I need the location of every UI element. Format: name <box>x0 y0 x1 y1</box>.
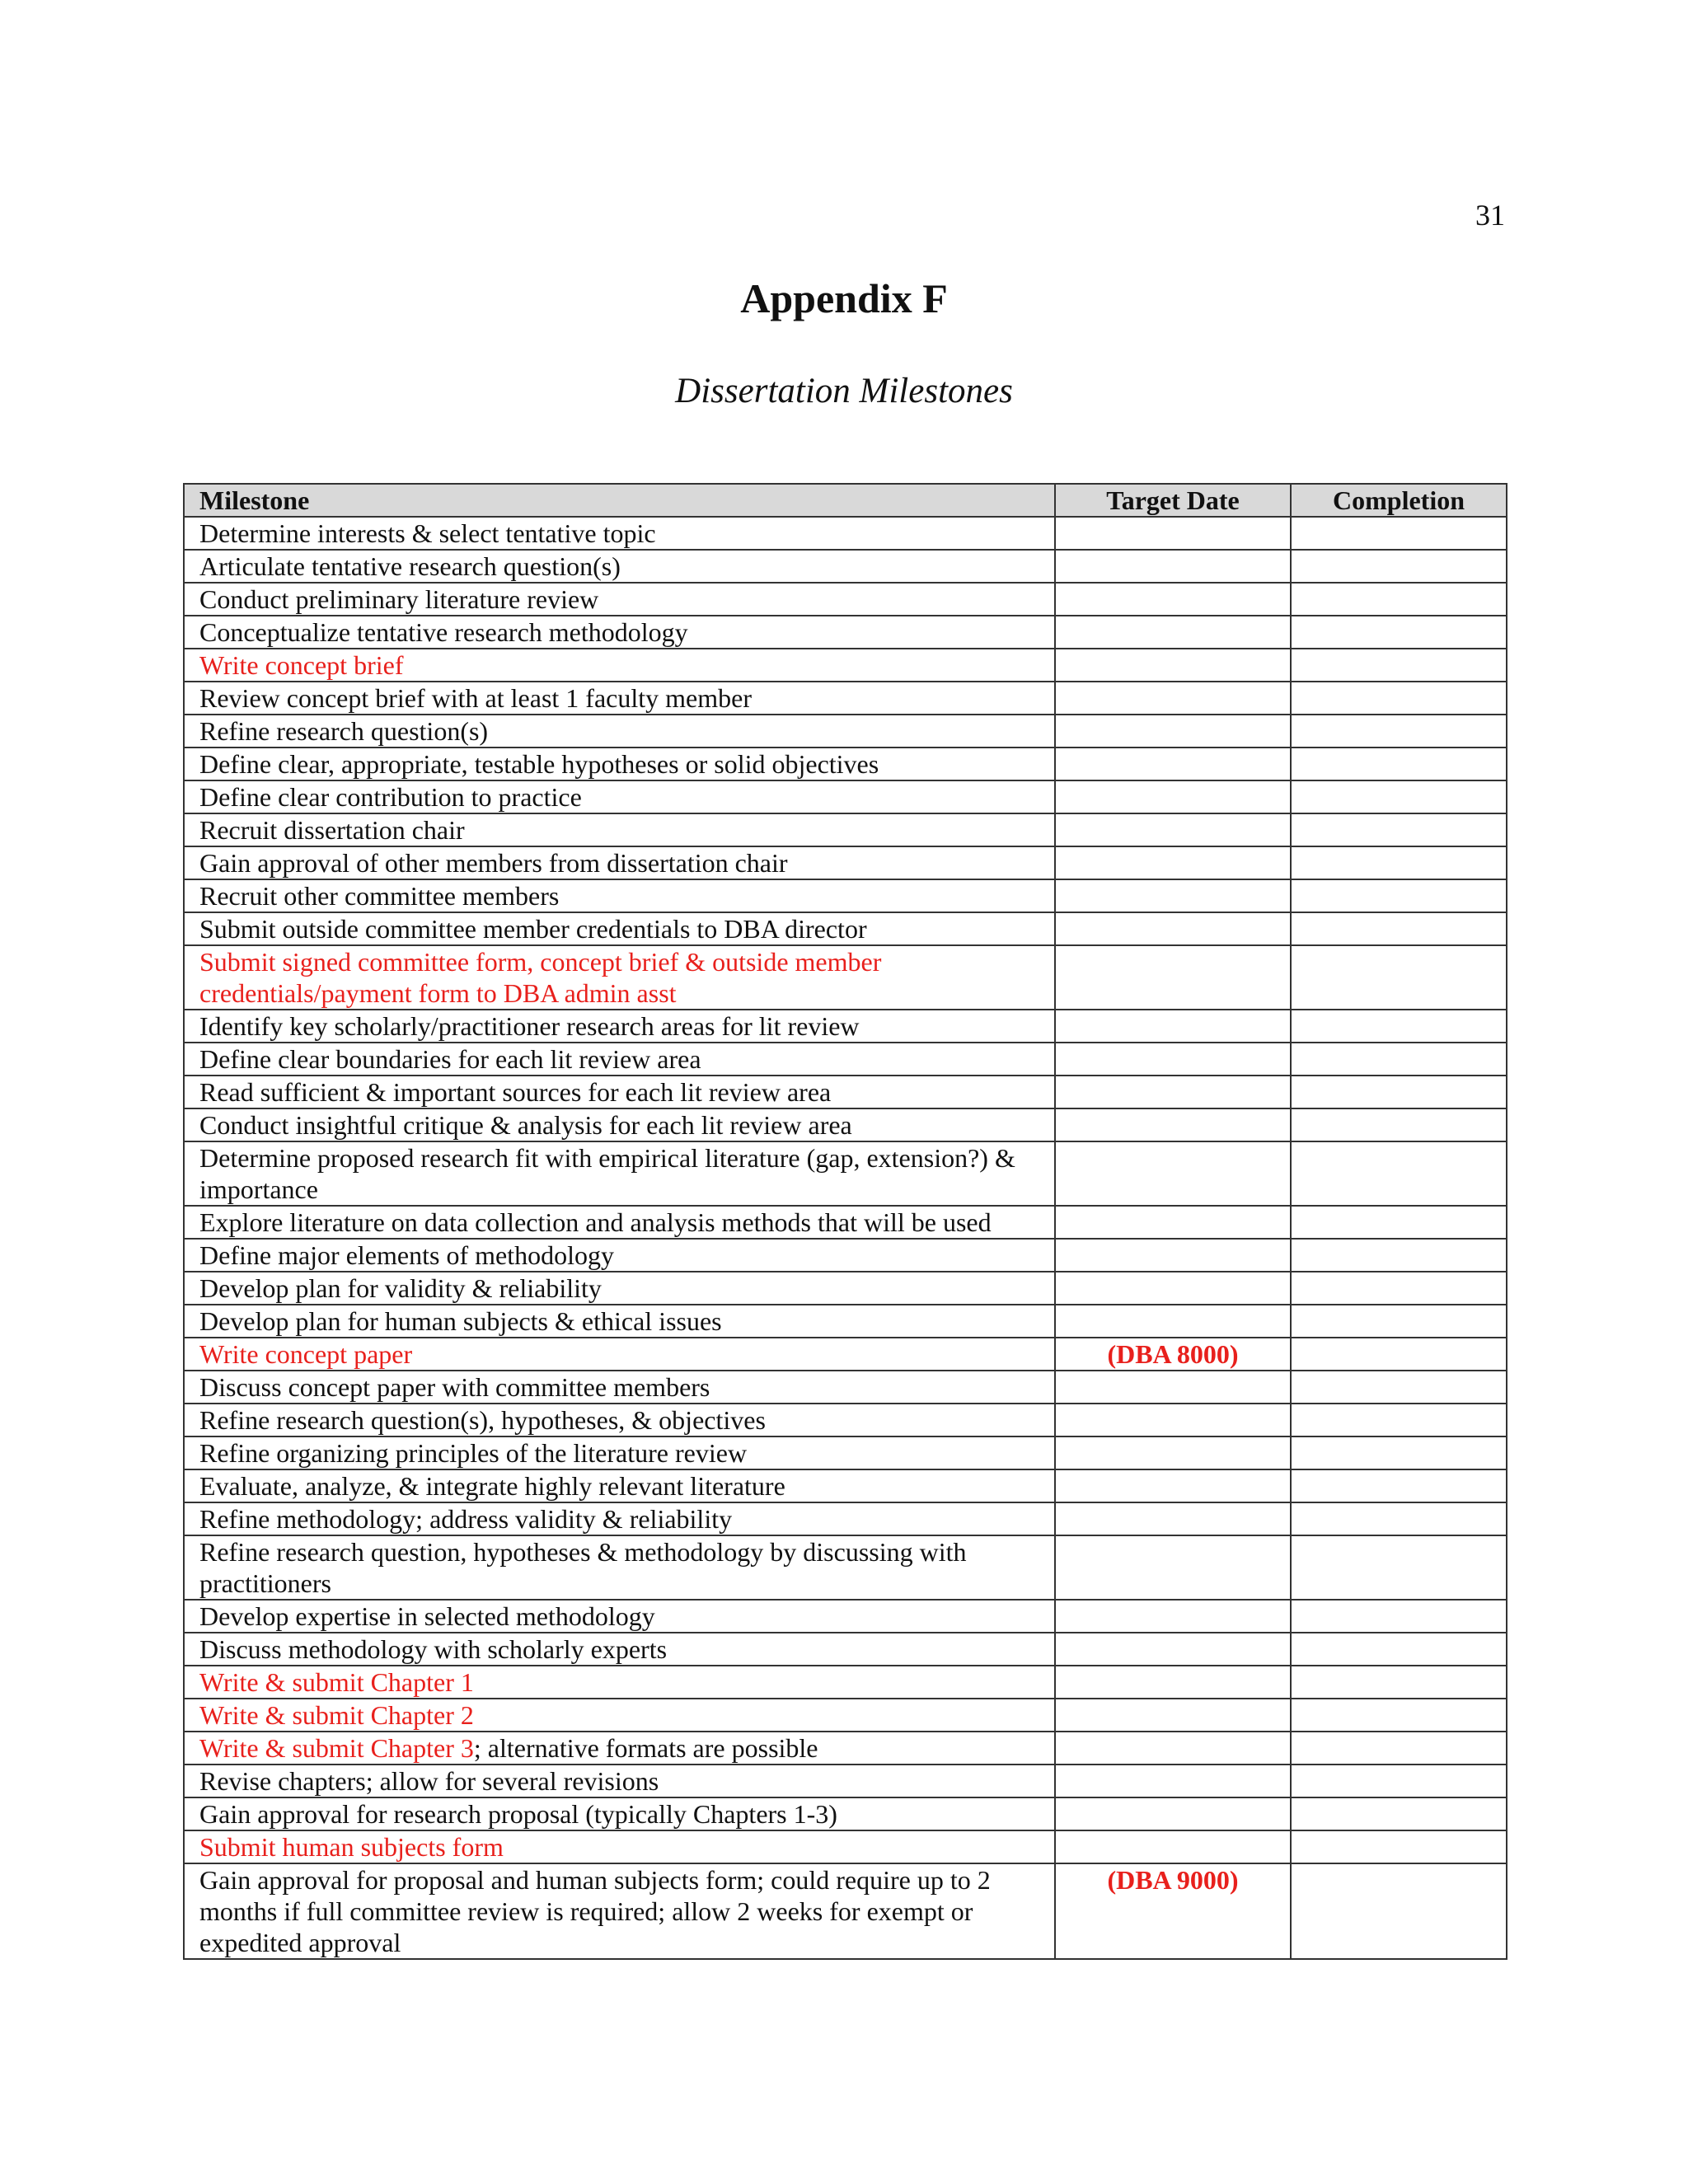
milestone-text: Write & submit Chapter 3 <box>199 1733 474 1763</box>
table-row <box>184 1338 1507 1371</box>
milestone-text: Define clear boundaries for each lit review area <box>199 1044 701 1074</box>
target-date-cell <box>1055 1108 1291 1141</box>
target-date-cell <box>1055 1502 1291 1535</box>
milestone-cell <box>184 649 1055 682</box>
target-date-cell <box>1055 1535 1291 1600</box>
milestone-cell <box>184 945 1055 1010</box>
milestone-cell <box>184 1502 1055 1535</box>
target-date-cell <box>1055 1404 1291 1436</box>
table-row <box>184 517 1507 550</box>
table-row <box>184 1305 1507 1338</box>
target-date-cell <box>1055 813 1291 846</box>
target-date-cell <box>1055 912 1291 945</box>
milestone-cell <box>184 748 1055 780</box>
milestone-cell <box>184 1272 1055 1305</box>
completion-cell <box>1291 682 1507 715</box>
milestone-cell <box>184 1338 1055 1371</box>
completion-cell <box>1291 912 1507 945</box>
target-date-cell <box>1055 1141 1291 1206</box>
table-row <box>184 1765 1507 1797</box>
target-date-cell <box>1055 1469 1291 1502</box>
table-row <box>184 1863 1507 1959</box>
milestone-cell <box>184 1141 1055 1206</box>
target-date-cell <box>1055 1371 1291 1404</box>
milestone-cell <box>184 1239 1055 1272</box>
milestone-cell <box>184 616 1055 649</box>
table-row <box>184 1797 1507 1830</box>
completion-cell <box>1291 945 1507 1010</box>
milestone-text: Refine research question(s), hypotheses, & objectives <box>199 1405 766 1435</box>
target-date-cell <box>1055 1830 1291 1863</box>
milestone-cell <box>184 715 1055 748</box>
target-date-cell <box>1055 649 1291 682</box>
target-date-cell <box>1055 846 1291 879</box>
completion-cell <box>1291 1141 1507 1206</box>
milestone-text: Define major elements of methodology <box>199 1240 614 1270</box>
completion-cell <box>1291 780 1507 813</box>
target-date-cell <box>1055 550 1291 583</box>
milestone-text: Develop plan for validity & reliability <box>199 1273 602 1303</box>
completion-cell <box>1291 846 1507 879</box>
milestone-cell <box>184 912 1055 945</box>
table-row <box>184 1633 1507 1666</box>
milestone-text: Submit human subjects form <box>199 1832 504 1862</box>
milestone-cell <box>184 583 1055 616</box>
target-date-cell <box>1055 879 1291 912</box>
target-date-cell: (DBA 9000) <box>1055 1863 1291 1959</box>
milestone-text: Conceptualize tentative research methodology <box>199 617 688 647</box>
target-date-cell <box>1055 1436 1291 1469</box>
target-date-cell <box>1055 715 1291 748</box>
milestone-text: Determine interests & select tentative topic <box>199 518 656 548</box>
milestone-cell <box>184 1206 1055 1239</box>
target-date-cell <box>1055 1043 1291 1076</box>
milestone-cell <box>184 879 1055 912</box>
table-row <box>184 1699 1507 1732</box>
milestone-cell <box>184 1108 1055 1141</box>
milestone-text: Define clear, appropriate, testable hypotheses or solid objectives <box>199 749 879 779</box>
milestone-cell <box>184 1600 1055 1633</box>
milestone-text: Discuss methodology with scholarly experts <box>199 1634 668 1664</box>
milestone-cell <box>184 550 1055 583</box>
milestone-text: Recruit dissertation chair <box>199 815 465 845</box>
milestone-text: Develop plan for human subjects & ethical issues <box>199 1306 722 1336</box>
table-row <box>184 616 1507 649</box>
completion-cell <box>1291 550 1507 583</box>
table-row <box>184 1043 1507 1076</box>
target-date-cell <box>1055 945 1291 1010</box>
completion-cell <box>1291 649 1507 682</box>
milestone-cell <box>184 1535 1055 1600</box>
target-date-cell <box>1055 1699 1291 1732</box>
completion-cell <box>1291 1830 1507 1863</box>
completion-cell <box>1291 1108 1507 1141</box>
target-date-cell <box>1055 748 1291 780</box>
completion-cell <box>1291 1404 1507 1436</box>
milestone-cell <box>184 780 1055 813</box>
milestone-note: ; alternative formats are possible <box>473 1733 818 1763</box>
completion-cell <box>1291 1338 1507 1371</box>
completion-cell <box>1291 517 1507 550</box>
milestones-table <box>183 483 1507 1960</box>
target-date-cell <box>1055 1666 1291 1699</box>
table-row <box>184 1502 1507 1535</box>
table-row <box>184 1206 1507 1239</box>
completion-cell <box>1291 1765 1507 1797</box>
target-date-cell <box>1055 1239 1291 1272</box>
table-row <box>184 1239 1507 1272</box>
table-row <box>184 1436 1507 1469</box>
milestone-text: Read sufficient & important sources for each lit review area <box>199 1077 832 1107</box>
completion-cell <box>1291 1371 1507 1404</box>
milestone-text: Write & submit Chapter 2 <box>199 1700 474 1730</box>
table-row <box>184 715 1507 748</box>
milestone-cell <box>184 1043 1055 1076</box>
completion-cell <box>1291 1272 1507 1305</box>
table-row <box>184 583 1507 616</box>
completion-cell <box>1291 1043 1507 1076</box>
milestone-cell <box>184 682 1055 715</box>
milestone-cell <box>184 1666 1055 1699</box>
table-row <box>184 1141 1507 1206</box>
table-row <box>184 780 1507 813</box>
milestone-text: Develop expertise in selected methodology <box>199 1601 655 1631</box>
milestone-text: Review concept brief with at least 1 faculty member <box>199 683 752 713</box>
completion-cell <box>1291 583 1507 616</box>
target-date-cell <box>1055 1732 1291 1765</box>
completion-cell <box>1291 1010 1507 1043</box>
milestone-text: Submit signed committee form, concept brief & outside member credentials/payment form to DBA admin asst <box>199 947 882 1008</box>
completion-cell <box>1291 1535 1507 1600</box>
milestone-cell <box>184 1699 1055 1732</box>
target-date-cell <box>1055 1076 1291 1108</box>
page-subtitle: Dissertation Milestones <box>675 372 1013 410</box>
milestone-text: Gain approval for proposal and human subjects form; could require up to 2 months if full committee review is required; allow 2 weeks for exempt or expedited approval <box>199 1865 991 1957</box>
milestone-text: Revise chapters; allow for several revisions <box>199 1766 659 1796</box>
completion-cell <box>1291 715 1507 748</box>
milestone-text: Refine research question(s) <box>199 716 489 746</box>
milestone-cell <box>184 1404 1055 1436</box>
table-row <box>184 912 1507 945</box>
table-row <box>184 945 1507 1010</box>
milestone-text: Gain approval of other members from dissertation chair <box>199 848 788 878</box>
milestone-text: Submit outside committee member credentials to DBA director <box>199 914 867 944</box>
target-date-cell <box>1055 1206 1291 1239</box>
table-row <box>184 649 1507 682</box>
completion-cell <box>1291 1600 1507 1633</box>
table-row <box>184 813 1507 846</box>
target-date-cell <box>1055 1600 1291 1633</box>
header-completion: Completion <box>1291 484 1507 517</box>
target-date-cell <box>1055 1797 1291 1830</box>
completion-cell <box>1291 1732 1507 1765</box>
milestone-cell <box>184 1830 1055 1863</box>
milestone-text: Refine methodology; address validity & reliability <box>199 1504 733 1534</box>
table-row <box>184 1666 1507 1699</box>
milestone-text: Explore literature on data collection and analysis methods that will be used <box>199 1207 992 1237</box>
milestone-cell <box>184 1469 1055 1502</box>
table-row <box>184 1830 1507 1863</box>
table-row <box>184 846 1507 879</box>
milestone-text: Define clear contribution to practice <box>199 782 582 812</box>
milestone-text: Identify key scholarly/practitioner research areas for lit review <box>199 1011 860 1041</box>
table-header-row <box>184 484 1507 517</box>
milestone-cell <box>184 1305 1055 1338</box>
milestone-text: Conduct preliminary literature review <box>199 584 599 614</box>
milestone-text: Discuss concept paper with committee members <box>199 1372 710 1402</box>
table-row <box>184 682 1507 715</box>
completion-cell <box>1291 1436 1507 1469</box>
table-row <box>184 1600 1507 1633</box>
completion-cell <box>1291 1076 1507 1108</box>
milestone-text: Gain approval for research proposal (typically Chapters 1-3) <box>199 1799 837 1829</box>
target-date-cell <box>1055 1272 1291 1305</box>
milestone-text: Refine organizing principles of the literature review <box>199 1438 748 1468</box>
completion-cell <box>1291 1666 1507 1699</box>
target-date-cell <box>1055 1305 1291 1338</box>
completion-cell <box>1291 1206 1507 1239</box>
page-title: Appendix F <box>740 275 948 321</box>
milestone-cell <box>184 517 1055 550</box>
table-row <box>184 1404 1507 1436</box>
milestone-text: Recruit other committee members <box>199 881 560 911</box>
table-row <box>184 550 1507 583</box>
milestone-cell <box>184 1633 1055 1666</box>
completion-cell <box>1291 1633 1507 1666</box>
target-date-cell <box>1055 583 1291 616</box>
completion-cell <box>1291 1863 1507 1959</box>
milestone-cell <box>184 1010 1055 1043</box>
milestone-text: Conduct insightful critique & analysis for each lit review area <box>199 1110 852 1140</box>
header-target-date: Target Date <box>1055 484 1291 517</box>
table-row <box>184 879 1507 912</box>
completion-cell <box>1291 1469 1507 1502</box>
completion-cell <box>1291 879 1507 912</box>
table-row <box>184 1076 1507 1108</box>
milestone-cell <box>184 1436 1055 1469</box>
target-date-cell <box>1055 1765 1291 1797</box>
completion-cell <box>1291 1699 1507 1732</box>
milestone-text: Evaluate, analyze, & integrate highly relevant literature <box>199 1471 785 1501</box>
milestone-cell <box>184 813 1055 846</box>
target-date-cell <box>1055 780 1291 813</box>
milestone-text: Write concept paper <box>199 1339 413 1369</box>
milestone-cell <box>184 1371 1055 1404</box>
page-number: 31 <box>1475 199 1505 232</box>
table-row <box>184 1272 1507 1305</box>
target-date-cell <box>1055 1010 1291 1043</box>
table-row <box>184 1108 1507 1141</box>
milestone-cell <box>184 846 1055 879</box>
table-row <box>184 1535 1507 1600</box>
milestone-text: Refine research question, hypotheses & methodology by discussing with practitioners <box>199 1537 967 1598</box>
table-row <box>184 748 1507 780</box>
milestone-text: Articulate tentative research question(s) <box>199 551 621 581</box>
milestone-rows <box>184 517 1507 1959</box>
target-date-cell <box>1055 1633 1291 1666</box>
milestone-cell <box>184 1732 1055 1765</box>
table-row <box>184 1371 1507 1404</box>
table-row <box>184 1469 1507 1502</box>
milestone-cell <box>184 1863 1055 1959</box>
target-date-cell <box>1055 616 1291 649</box>
milestone-text: Determine proposed research fit with empirical literature (gap, extension?) & importance <box>199 1143 1015 1204</box>
target-date-cell <box>1055 682 1291 715</box>
completion-cell <box>1291 1305 1507 1338</box>
target-date-cell <box>1055 517 1291 550</box>
target-date-cell: (DBA 8000) <box>1055 1338 1291 1371</box>
table-row <box>184 1732 1507 1765</box>
milestone-cell <box>184 1076 1055 1108</box>
completion-cell <box>1291 1239 1507 1272</box>
completion-cell <box>1291 1502 1507 1535</box>
milestone-text: Write concept brief <box>199 650 404 680</box>
completion-cell <box>1291 813 1507 846</box>
header-milestone: Milestone <box>184 484 1055 517</box>
milestone-cell <box>184 1797 1055 1830</box>
completion-cell <box>1291 748 1507 780</box>
milestone-cell <box>184 1765 1055 1797</box>
milestone-text: Write & submit Chapter 1 <box>199 1667 474 1697</box>
completion-cell <box>1291 1797 1507 1830</box>
completion-cell <box>1291 616 1507 649</box>
table-row <box>184 1010 1507 1043</box>
